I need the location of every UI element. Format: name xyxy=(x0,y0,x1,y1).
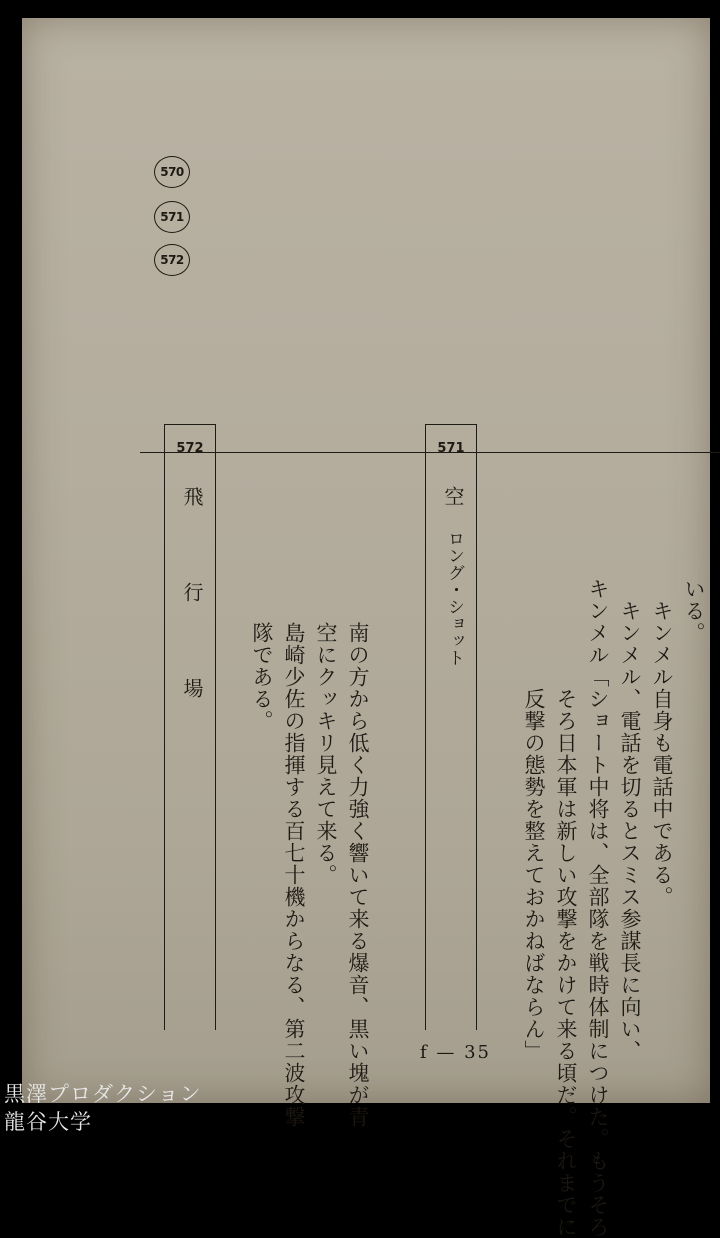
production-credit: 黒澤プロダクション xyxy=(4,1082,202,1106)
scene-571-column xyxy=(425,470,477,1030)
page-number: f — 35 xyxy=(420,1042,492,1063)
scene-571-description: 南の方から低く力強く響いて来る爆音、黒い塊が青 空にクッキリ見えて来る。 島崎少佐の指揮する百七十機からなる、第二波攻撃 隊である。 xyxy=(250,622,370,1128)
scene-marker-572: 572 xyxy=(154,244,190,276)
scene-572-location: 飛 行 場 xyxy=(180,486,204,726)
scene-572-number: 572 xyxy=(164,424,216,471)
scene-marker-570: 570 xyxy=(154,156,190,188)
scene-marker-571: 571 xyxy=(154,201,190,233)
header-rule xyxy=(140,452,720,453)
continuation-text: いる。 キンメル自身も電話中である。 キンメル、電話を切るとスミス参謀長に向い、 キンメル「ショート中将は、全部隊を戦時体制につけた。もうそろ そろ日本軍は新しい攻撃をかけて来る頃だ。それまでに 反撃の態勢を整えておかねばならん」 xyxy=(522,578,706,1238)
scene-571-number: 571 xyxy=(425,424,477,471)
university-credit: 龍谷大学 xyxy=(4,1110,92,1134)
scene-571-shot: ロング・ショット xyxy=(444,530,464,666)
scene-571-location: 空 xyxy=(441,486,465,506)
scene-572-column xyxy=(164,470,216,1030)
